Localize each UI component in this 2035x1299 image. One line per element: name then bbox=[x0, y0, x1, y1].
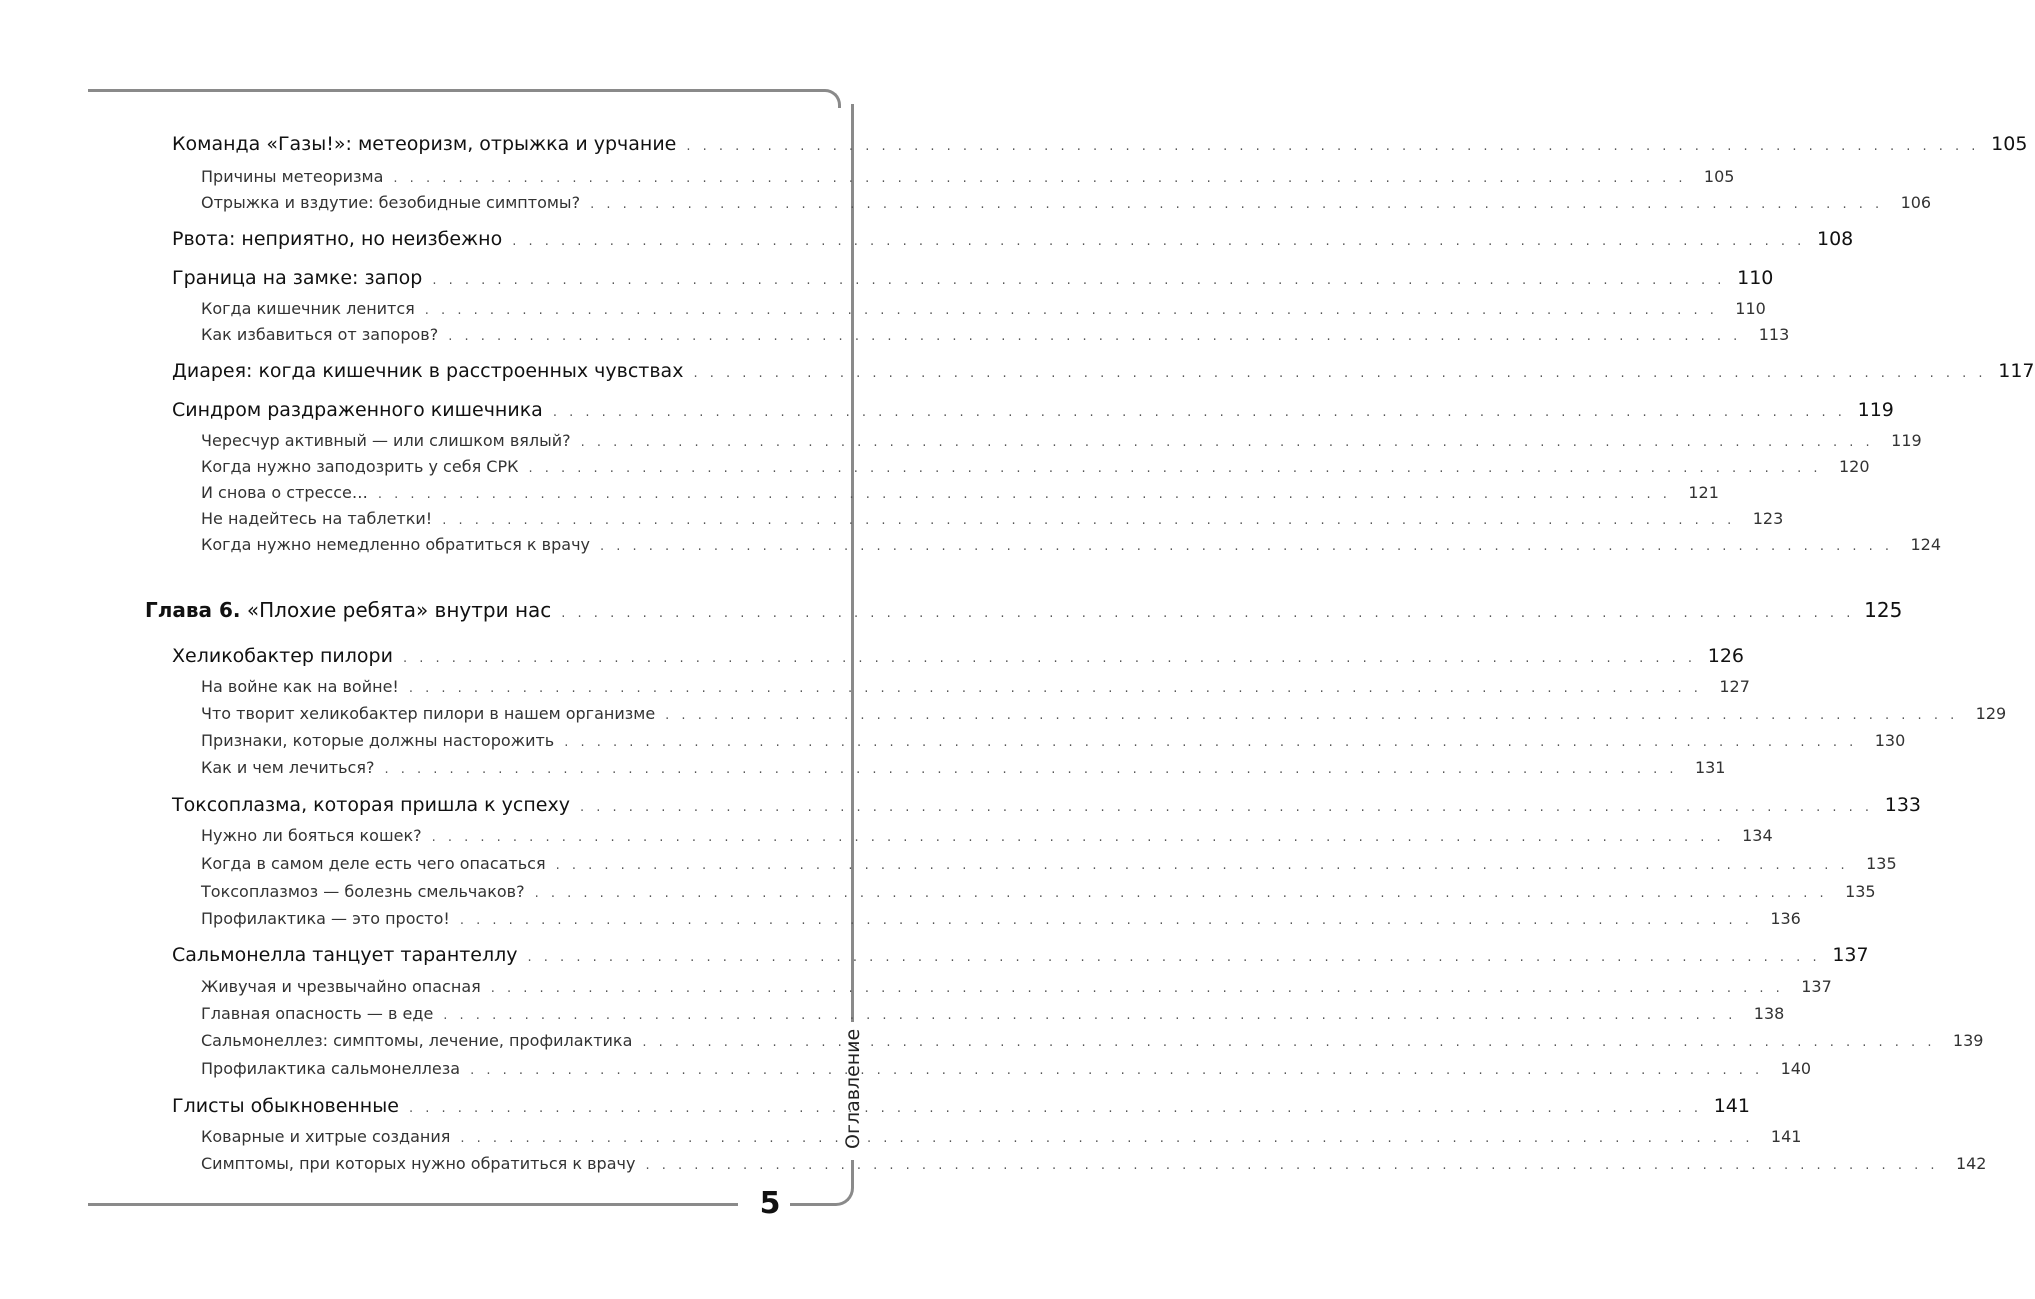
toc-entry bbox=[201, 909, 1801, 928]
toc-entry bbox=[172, 944, 1869, 966]
toc-page-number: 117 bbox=[1998, 360, 2035, 382]
toc-page-number: 113 bbox=[1758, 325, 1790, 344]
page-frame-top bbox=[88, 89, 841, 108]
toc-entry bbox=[201, 854, 1897, 873]
toc-entry-title: Как и чем лечиться? bbox=[201, 758, 375, 777]
toc-page-number: 123 bbox=[1752, 509, 1784, 528]
toc-page-number: 126 bbox=[1707, 645, 1744, 667]
toc-leader-dots: . . . . . . . . . . . . . . . . . . . . . . . . . . . . . . . . . . . . . . . . . . . . . . . . . . . . . . . . . . . . . . . . . . . . . . . . . . . . . . . . bbox=[402, 651, 1696, 666]
toc-leader-dots: . . . . . . . . . . . . . . . . . . . . . . . . . . . . . . . . . . . . . . . . . . . . . . . . . . . . . . . . . . . . . . . . . . . . . . . . . . . . . . . . bbox=[552, 405, 1846, 420]
toc-entry bbox=[201, 325, 1790, 344]
toc-leader-dots: . . . . . . . . . . . . . . . . . . . . . . . . . . . . . . . . . . . . . . . . . . . . . . . . . . . . . . . . . . . . . . . . . . . . . . . . . . . . . . . . bbox=[665, 708, 1959, 723]
toc-entry-title: Коварные и хитрые создания bbox=[201, 1127, 451, 1146]
toc-entry-title: Профилактика — это просто! bbox=[201, 909, 450, 928]
toc-page-number: 135 bbox=[1866, 854, 1897, 873]
toc-entry bbox=[201, 167, 1735, 186]
toc-page-number: 139 bbox=[1952, 1031, 1984, 1050]
toc-leader-dots: . . . . . . . . . . . . . . . . . . . . . . . . . . . . . . . . . . . . . . . . . . . . . . . . . . . . . . . . . . . . . . . . . . . . . . . . . . . . . . . . bbox=[470, 1063, 1764, 1078]
toc-leader-dots: . . . . . . . . . . . . . . . . . . . . . . . . . . . . . . . . . . . . . . . . . . . . . . . . . . . . . . . . . . . . . . . . . . . . . . . . . . . . . . . . bbox=[693, 366, 1987, 381]
toc-page-number: 110 bbox=[1735, 299, 1766, 318]
toc-entry bbox=[201, 431, 1922, 450]
toc-page-number: 105 bbox=[1703, 167, 1735, 186]
toc-entry-title: Глисты обыкновенные bbox=[172, 1095, 399, 1117]
toc-page-number: 130 bbox=[1874, 731, 1906, 750]
toc-entry bbox=[172, 645, 1744, 667]
toc-leader-dots: . . . . . . . . . . . . . . . . . . . . . . . . . . . . . . . . . . . . . . . . . . . . . . . . . . . . . . . . . . . . . . . . . . . . . . . . . . . . . . . . bbox=[590, 197, 1884, 212]
toc-page-number: 119 bbox=[1857, 399, 1894, 421]
toc-page-number: 105 bbox=[1991, 133, 2028, 155]
toc-entry-title: Когда кишечник ленится bbox=[201, 299, 415, 318]
toc-entry-title: Синдром раздраженного кишечника bbox=[172, 399, 543, 421]
toc-leader-dots: . . . . . . . . . . . . . . . . . . . . . . . . . . . . . . . . . . . . . . . . . . . . . . . . . . . . . . . . . . . . . . . . . . . . . . . . . . . . . . . . bbox=[448, 329, 1742, 344]
toc-entry-title: Токсоплазма, которая пришла к успеху bbox=[172, 794, 570, 816]
toc-entry-title: Диарея: когда кишечник в расстроенных чувствах bbox=[172, 360, 684, 382]
toc-leader-dots: . . . . . . . . . . . . . . . . . . . . . . . . . . . . . . . . . . . . . . . . . . . . . . . . . . . . . . . . . . . . . . . . . . . . . . . . . . . . . . . . bbox=[443, 1008, 1737, 1023]
toc-page-number: 106 bbox=[1900, 193, 1932, 212]
toc-page-number: 131 bbox=[1694, 758, 1726, 777]
toc-entry-title: Что творит хеликобактер пилори в нашем организме bbox=[201, 704, 656, 723]
toc-entry bbox=[201, 1059, 1812, 1078]
toc-leader-dots: . . . . . . . . . . . . . . . . . . . . . . . . . . . . . . . . . . . . . . . . . . . . . . . . . . . . . . . . . . . . . . . . . . . . . . . . . . . . . . . . bbox=[384, 762, 1678, 777]
toc-entry-title: Чересчур активный — или слишком вялый? bbox=[201, 431, 571, 450]
section-side-label: Оглавление bbox=[842, 1023, 864, 1155]
toc-page-number: 140 bbox=[1780, 1059, 1812, 1078]
toc-entry-title: Глава 6. «Плохие ребята» внутри нас bbox=[145, 598, 552, 622]
toc-leader-dots: . . . . . . . . . . . . . . . . . . . . . . . . . . . . . . . . . . . . . . . . . . . . . . . . . . . . . . . . . . . . . . . . . . . . . . . . . . . . . . . . bbox=[600, 539, 1894, 554]
toc-entry bbox=[201, 882, 1876, 901]
toc-entry-title: Отрыжка и вздутие: безобидные симптомы? bbox=[201, 193, 581, 212]
toc-leader-dots: . . . . . . . . . . . . . . . . . . . . . . . . . . . . . . . . . . . . . . . . . . . . . . . . . . . . . . . . . . . . . . . . . . . . . . . . . . . . . . . . bbox=[490, 981, 1784, 996]
toc-entry bbox=[172, 228, 1854, 250]
toc-page-number: 137 bbox=[1832, 944, 1869, 966]
toc-page-number: 141 bbox=[1713, 1095, 1750, 1117]
toc-entry-title: Когда нужно заподозрить у себя СРК bbox=[201, 457, 519, 476]
toc-leader-dots: . . . . . . . . . . . . . . . . . . . . . . . . . . . . . . . . . . . . . . . . . . . . . . . . . . . . . . . . . . . . . . . . . . . . . . . . . . . . . . . . bbox=[686, 139, 1980, 154]
toc-entry bbox=[172, 794, 1922, 816]
toc-entry bbox=[201, 758, 1726, 777]
toc-entry-title: Главная опасность — в еде bbox=[201, 1004, 434, 1023]
toc-entry bbox=[201, 535, 1942, 554]
toc-entry-title: На войне как на войне! bbox=[201, 677, 399, 696]
toc-entry bbox=[172, 133, 2028, 155]
toc-entry-title: Граница на замке: запор bbox=[172, 267, 423, 289]
chapter-number: Глава 6. bbox=[145, 598, 241, 622]
toc-entry-title: Не надейтесь на таблетки! bbox=[201, 509, 433, 528]
toc-leader-dots: . . . . . . . . . . . . . . . . . . . . . . . . . . . . . . . . . . . . . . . . . . . . . . . . . . . . . . . . . . . . . . . . . . . . . . . . . . . . . . . . bbox=[579, 800, 1874, 815]
toc-entry-title: Нужно ли бояться кошек? bbox=[201, 826, 422, 845]
toc-leader-dots: . . . . . . . . . . . . . . . . . . . . . . . . . . . . . . . . . . . . . . . . . . . . . . . . . . . . . . . . . . . . . . . . . . . . . . . . . . . . . . . . bbox=[431, 830, 1725, 845]
toc-entry bbox=[172, 1095, 1750, 1117]
toc-entry bbox=[201, 509, 1784, 528]
toc-entry bbox=[201, 977, 1832, 996]
toc-entry bbox=[201, 1004, 1785, 1023]
toc-leader-dots: . . . . . . . . . . . . . . . . . . . . . . . . . . . . . . . . . . . . . . . . . . . . . . . . . . . . . . . . . . . . . . . . . . . . . . . . . . . . . . . . bbox=[377, 487, 1671, 502]
toc-entry-title: Команда «Газы!»: метеоризм, отрыжка и урчание bbox=[172, 133, 677, 155]
toc-entry bbox=[201, 704, 2007, 723]
toc-entry-title: Сальмонелла танцует тарантеллу bbox=[172, 944, 518, 966]
toc-chapter-entry bbox=[145, 598, 1903, 622]
toc-page-number: 135 bbox=[1845, 882, 1876, 901]
toc-entry-title: Токсоплазмоз — болезнь смельчаков? bbox=[201, 882, 525, 901]
toc-leader-dots: . . . . . . . . . . . . . . . . . . . . . . . . . . . . . . . . . . . . . . . . . . . . . . . . . . . . . . . . . . . . . . . . . . . . . . . . . . . . . . . . bbox=[642, 1035, 1936, 1050]
toc-entry-title: Признаки, которые должны насторожить bbox=[201, 731, 555, 750]
toc-entry bbox=[201, 826, 1773, 845]
toc-entry bbox=[201, 731, 1906, 750]
toc-entry-title: Как избавиться от запоров? bbox=[201, 325, 439, 344]
toc-page-number: 138 bbox=[1753, 1004, 1785, 1023]
toc-entry bbox=[201, 457, 1870, 476]
toc-entry bbox=[201, 1127, 1802, 1146]
toc-leader-dots: . . . . . . . . . . . . . . . . . . . . . . . . . . . . . . . . . . . . . . . . . . . . . . . . . . . . . . . . . . . . . . . . . . . . . . . . . . . . . . . . bbox=[527, 950, 1821, 965]
toc-entry bbox=[172, 267, 1774, 289]
toc-leader-dots: . . . . . . . . . . . . . . . . . . . . . . . . . . . . . . . . . . . . . . . . . . . . . . . . . . . . . . . . . . . . . . . . . . . . . . . . . . . . . . . . bbox=[512, 234, 1806, 249]
toc-entry bbox=[201, 193, 1932, 212]
toc-leader-dots: . . . . . . . . . . . . . . . . . . . . . . . . . . . . . . . . . . . . . . . . . . . . . . . . . . . . . . . . . . . . . . . . . . . . . . . . . . . . . . . . bbox=[645, 1158, 1939, 1173]
toc-page-number: 110 bbox=[1737, 267, 1774, 289]
toc-leader-dots: . . . . . . . . . . . . . . . . . . . . . . . . . . . . . . . . . . . . . . . . . . . . . . . . . . . . . . . . . . . . . . . . . . . . . . . . . . . . . . . . bbox=[442, 513, 1736, 528]
toc-page-number: 125 bbox=[1864, 598, 1903, 622]
page-frame-bottom bbox=[88, 1203, 738, 1206]
toc-entry-title: И снова о стрессе… bbox=[201, 483, 368, 502]
toc-leader-dots: . . . . . . . . . . . . . . . . . . . . . . . . . . . . . . . . . . . . . . . . . . . . . . . . . . . . . . . . . . . . . . . . . . . . . . . . . . . . . . . . bbox=[459, 913, 1753, 928]
toc-page-number: 121 bbox=[1688, 483, 1719, 502]
page-number: 5 bbox=[759, 1186, 781, 1221]
toc-entry-title: Когда нужно немедленно обратиться к врачу bbox=[201, 535, 590, 554]
toc-leader-dots: . . . . . . . . . . . . . . . . . . . . . . . . . . . . . . . . . . . . . . . . . . . . . . . . . . . . . . . . . . . . . . . . . . . . . . . . . . . . . . . . bbox=[393, 171, 1687, 186]
toc-entry-title: Живучая и чрезвычайно опасная bbox=[201, 977, 481, 996]
toc-entry-title: Сальмонеллез: симптомы, лечение, профилактика bbox=[201, 1031, 633, 1050]
toc-entry bbox=[201, 1031, 1984, 1050]
toc-entry-title: Симптомы, при которых нужно обратиться к врачу bbox=[201, 1154, 636, 1173]
toc-entry bbox=[201, 483, 1719, 502]
toc-leader-dots: . . . . . . . . . . . . . . . . . . . . . . . . . . . . . . . . . . . . . . . . . . . . . . . . . . . . . . . . . . . . . . . . . . . . . . . . . . . . . . . . bbox=[528, 461, 1822, 476]
toc-leader-dots: . . . . . . . . . . . . . . . . . . . . . . . . . . . . . . . . . . . . . . . . . . . . . . . . . . . . . . . . . . . . . . . . . . . . . . . . . . . . . . . . bbox=[432, 273, 1726, 288]
toc-entry bbox=[201, 299, 1766, 318]
toc-entry-title: Профилактика сальмонеллеза bbox=[201, 1059, 461, 1078]
toc-page-number: 142 bbox=[1955, 1154, 1987, 1173]
toc-page-number: 124 bbox=[1910, 535, 1942, 554]
toc-entry-title: Когда в самом деле есть чего опасаться bbox=[201, 854, 546, 873]
toc-leader-dots: . . . . . . . . . . . . . . . . . . . . . . . . . . . . . . . . . . . . . . . . . . . . . . . . . . . . . . . . . . . . . . . . . . . . . . . . . . . . . . . . bbox=[564, 735, 1858, 750]
toc-entry-title: Хеликобактер пилори bbox=[172, 645, 393, 667]
toc-leader-dots: . . . . . . . . . . . . . . . . . . . . . . . . . . . . . . . . . . . . . . . . . . . . . . . . . . . . . . . . . . . . . . . . . . . . . . . . . . . . . . . . bbox=[408, 1101, 1702, 1116]
toc-entry bbox=[201, 677, 1750, 696]
toc-page-number: 134 bbox=[1742, 826, 1773, 845]
toc-entry-title: Причины метеоризма bbox=[201, 167, 384, 186]
toc-page-number: 127 bbox=[1719, 677, 1750, 696]
toc-page-number: 136 bbox=[1770, 909, 1801, 928]
toc-entry bbox=[172, 399, 1894, 421]
toc-entry-title: Рвота: неприятно, но неизбежно bbox=[172, 228, 503, 250]
toc-page-number: 108 bbox=[1817, 228, 1854, 250]
toc-leader-dots: . . . . . . . . . . . . . . . . . . . . . . . . . . . . . . . . . . . . . . . . . . . . . . . . . . . . . . . . . . . . . . . . . . . . . . . . . . . . . . . . bbox=[424, 303, 1718, 318]
toc-page-number: 120 bbox=[1838, 457, 1870, 476]
toc-page-number: 129 bbox=[1975, 704, 2007, 723]
toc-leader-dots: . . . . . . . . . . . . . . . . . . . . . . . . . . . . . . . . . . . . . . . . . . . . . . . . . . . . . . . . . . . . . . . . . . . . . . . . . . . . . . . . bbox=[580, 435, 1874, 450]
toc-leader-dots: . . . . . . . . . . . . . . . . . . . . . . . . . . . . . . . . . . . . . . . . . . . . . . . . . . . . . . . . . . . . . . . . . . . . . . . . . . . . . . . . bbox=[561, 606, 1855, 621]
toc-entry bbox=[172, 360, 2035, 382]
toc-page-number: 137 bbox=[1801, 977, 1832, 996]
toc-leader-dots: . . . . . . . . . . . . . . . . . . . . . . . . . . . . . . . . . . . . . . . . . . . . . . . . . . . . . . . . . . . . . . . . . . . . . . . . . . . . . . . . bbox=[408, 681, 1702, 696]
toc-leader-dots: . . . . . . . . . . . . . . . . . . . . . . . . . . . . . . . . . . . . . . . . . . . . . . . . . . . . . . . . . . . . . . . . . . . . . . . . . . . . . . . . bbox=[460, 1131, 1754, 1146]
toc-entry bbox=[201, 1154, 1987, 1173]
toc-page-number: 133 bbox=[1884, 794, 1922, 816]
toc-page-number: 141 bbox=[1770, 1127, 1802, 1146]
toc-page-number: 119 bbox=[1891, 431, 1922, 450]
toc-leader-dots: . . . . . . . . . . . . . . . . . . . . . . . . . . . . . . . . . . . . . . . . . . . . . . . . . . . . . . . . . . . . . . . . . . . . . . . . . . . . . . . . bbox=[555, 858, 1849, 873]
toc-leader-dots: . . . . . . . . . . . . . . . . . . . . . . . . . . . . . . . . . . . . . . . . . . . . . . . . . . . . . . . . . . . . . . . . . . . . . . . . . . . . . . . . bbox=[534, 886, 1828, 901]
